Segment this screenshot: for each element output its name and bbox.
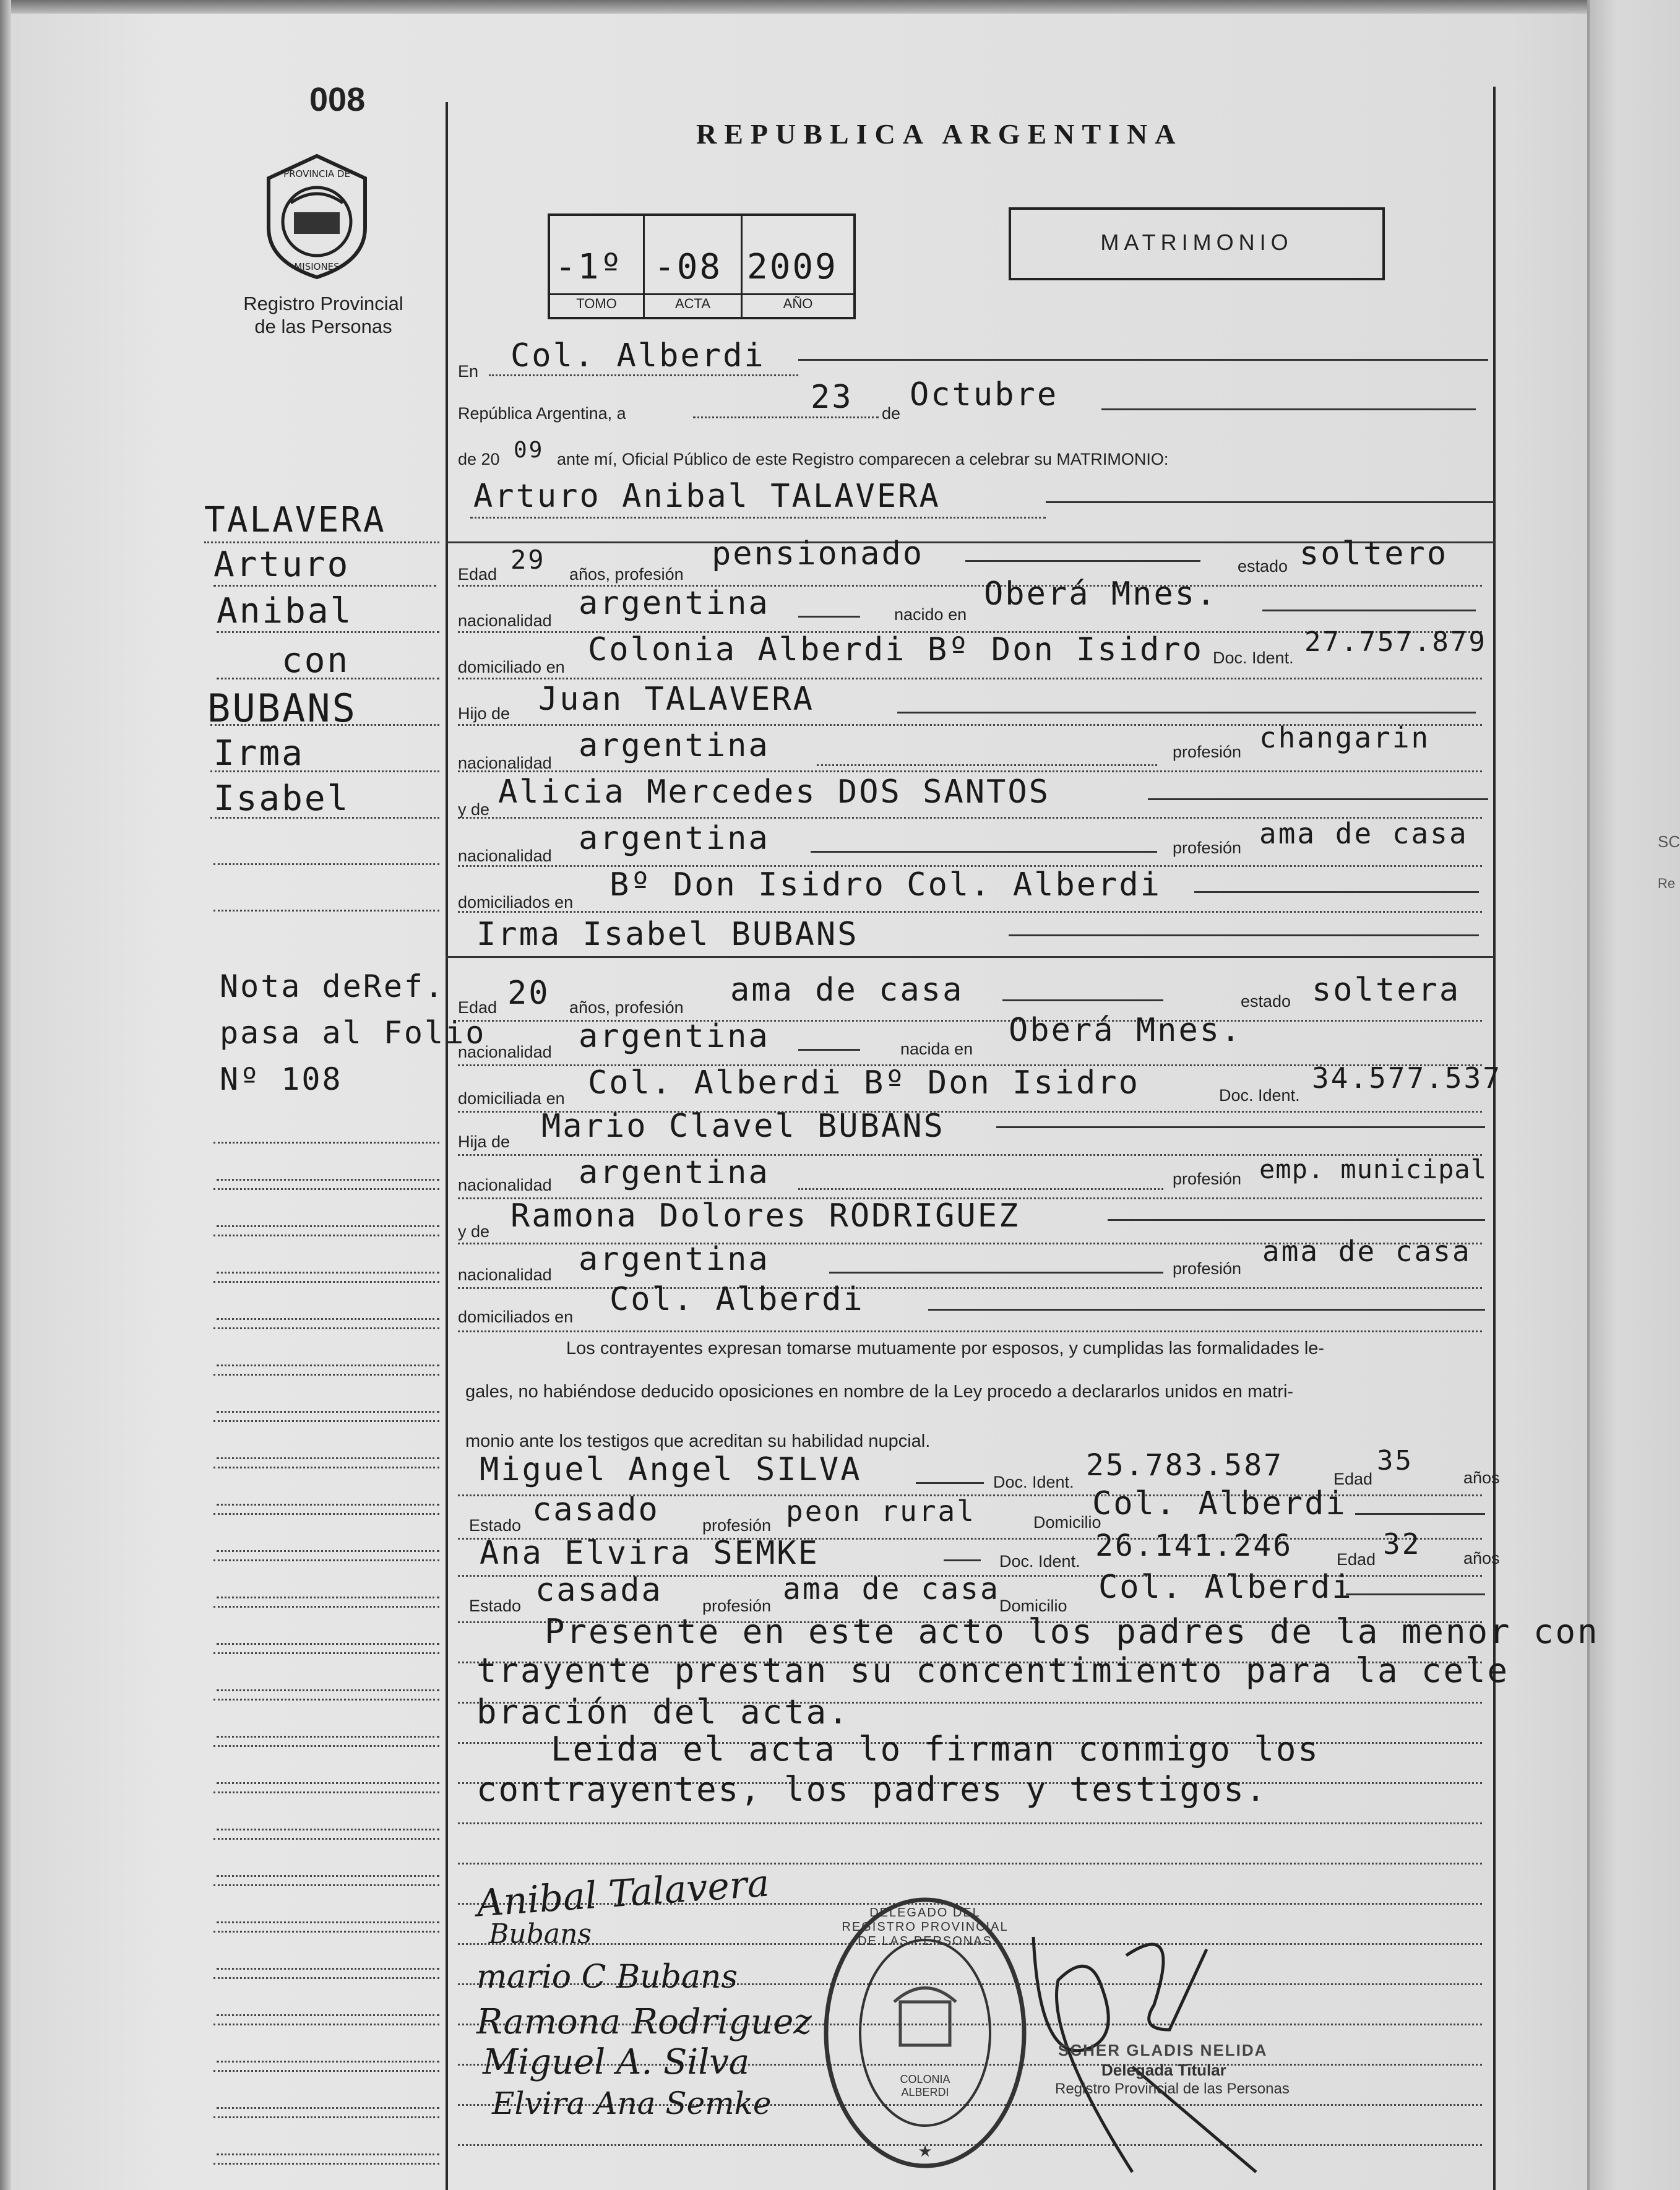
margin-line [213,1745,439,1747]
line [798,1188,1163,1190]
label-nacida-en: nacida en [900,1040,973,1058]
margin-line [217,1921,439,1923]
label-domiciliados-en: domiciliados en [458,1308,574,1326]
label-edad: Edad [458,998,498,1017]
official-title: Delegada Titular [1101,2061,1226,2079]
label-doc-ident: Doc. Ident. [993,1473,1074,1491]
signature: Anibal Talavera [475,1861,771,1926]
label-y-de: y de [458,1222,490,1241]
margin-line [217,1457,439,1459]
signature: mario C Bubans [476,1959,738,1996]
label-hija-de: Hija de [458,1132,510,1151]
label-anos-profesion: años, profesión [569,998,684,1017]
tomo-label: TOMO [576,296,617,311]
bride-age: 20 [507,975,550,1012]
label-nacido-en: nacido en [894,605,967,624]
label-doc-ident: Doc. Ident. [1213,649,1294,667]
ano-value: 2009 [747,247,838,287]
label-doc-ident: Doc. Ident. [1219,1086,1300,1105]
bride-mother: Ramona Dolores RODRIGUEZ [510,1197,1020,1235]
witness2-profession: ama de casa [783,1572,1000,1606]
label-estado: Estado [469,1516,522,1535]
facing-page [1587,0,1680,2190]
label-anos: años [1463,1549,1500,1567]
groom-profession: pensionado [712,535,924,572]
margin-line [217,2061,439,2063]
margin-line [213,2070,439,2072]
margin-line: Anibal [217,591,353,631]
margin-line [213,1374,439,1376]
line [458,1863,1482,1865]
groom-birthplace: Oberá Mnes. [984,576,1218,613]
groom-father: Juan TALAVERA [538,681,814,718]
margin-line [213,1188,439,1190]
label-domiciliada-en: domiciliada en [458,1089,565,1108]
margin-line [217,631,439,633]
margin-line [217,2014,439,2016]
line [916,1482,984,1484]
margin-line [213,1606,439,1608]
page-top-edge [0,0,1678,14]
groom-address: Colonia Alberdi Bº Don Isidro [588,631,1204,668]
line [798,359,1488,361]
label-de: de [882,404,901,423]
margin-line [217,1411,439,1413]
margin-line [217,2153,439,2155]
line [458,678,1482,679]
margin-line [217,678,439,679]
margin-line [213,1513,439,1515]
margin-line [217,1875,439,1877]
margin-line [213,1884,439,1886]
groom-status: soltero [1299,535,1449,572]
margin-line [210,724,439,726]
line [458,1330,1482,1332]
label-domicilio: Domicilio [1033,1513,1101,1532]
margin-line [217,1364,439,1366]
witness1-address: Col. Alberdi [1092,1485,1347,1522]
witness1-name: Miguel Angel SILVA [480,1451,862,1488]
witness1-doc: 25.783.587 [1086,1448,1283,1483]
page-left-edge [0,0,11,2190]
groom-name: Arturo Anibal TALAVERA [473,478,941,515]
margin-line [217,2107,439,2109]
facing-page-fragment: Re [1658,876,1676,891]
line [1108,1219,1485,1221]
label-profesion: profesión [1173,1259,1242,1278]
margin-line [217,1782,439,1784]
margin-line [213,863,439,865]
margin-line: Arturo [213,545,350,585]
note-line: contrayentes, los padres y testigos. [476,1770,1268,1809]
act-month: Octubre [910,376,1059,413]
line [811,851,1157,853]
line [798,616,860,618]
line [458,770,1482,772]
label-edad: Edad [1333,1470,1373,1488]
line [965,560,1200,562]
declaration-line1: Los contrayentes expresan tomarse mutuamente por esposos, y cumplidas las formalidades le- [566,1339,1325,1358]
margin-line [217,1597,439,1598]
bride-status: soltera [1312,972,1461,1009]
margin-line: con [282,640,350,681]
official-round-seal [820,1894,1030,2172]
witness1-age: 35 [1377,1445,1413,1477]
label-de-20: de 20 [458,450,500,468]
bride-father-profession: emp. municipal [1259,1154,1488,1184]
facing-page-fragment: SC [1658,832,1680,851]
signature: Miguel A. Silva [483,2042,750,2082]
label-nacionalidad: nacionalidad [458,611,552,630]
country-title: REPUBLICA ARGENTINA [696,118,1183,150]
margin-line [213,1420,439,1422]
groom-father-nationality: argentina [579,727,770,764]
label-edad: Edad [458,565,498,584]
line [1009,934,1479,936]
margin-line [217,1736,439,1738]
label-hijo-de: Hijo de [458,704,510,723]
signature: Ramona Rodriguez [476,2002,812,2042]
label-y-de: y de [458,800,490,819]
line [1355,1513,1485,1515]
act-type-box [1009,207,1385,280]
line [1101,408,1476,410]
bride-mother-profession: ama de casa [1262,1235,1471,1268]
ano-label: AÑO [783,296,813,311]
bride-nationality: argentina [579,1018,770,1055]
margin-line: BUBANS [207,686,357,731]
label-nacionalidad: nacionalidad [458,1176,552,1194]
margin-line [213,1931,439,1933]
line [470,517,1046,519]
line [1002,999,1163,1001]
note-line: bración del acta. [476,1692,850,1731]
groom-age: 29 [510,545,546,575]
label-nacionalidad: nacionalidad [458,1265,552,1284]
margin-line [213,585,436,587]
act-type: MATRIMONIO [1100,230,1293,255]
provincial-seal-logo [260,153,374,280]
section-divider [446,956,1494,958]
label-profesion: profesión [1173,1170,1242,1188]
form-left-border [446,102,448,2190]
acta-value: -08 [654,247,723,287]
witness1-status: casado [532,1491,660,1528]
act-day: 23 [811,379,853,416]
margin-surname: TALAVERA [204,500,386,540]
margin-line [213,910,439,912]
label-anos-profesion: años, profesión [569,565,684,584]
label-domiciliado-en: domiciliado en [458,658,565,676]
margin-note: Nº 108 [220,1061,343,1097]
declaration-line3: monio ante los testigos que acreditan su habilidad nupcial. [465,1431,931,1451]
line [996,1126,1485,1128]
groom-doc: 27.757.879 [1304,626,1487,658]
margin-line [217,1689,439,1691]
margin-line [217,1272,439,1274]
tomo-value: -1º [555,247,624,287]
witness2-doc: 26.141.246 [1095,1528,1293,1563]
witness2-age: 32 [1383,1527,1421,1561]
groom-parents-address: Bº Don Isidro Col. Alberdi [610,866,1161,903]
line [458,1822,1482,1824]
margin-line [213,1652,439,1654]
bride-parents-address: Col. Alberdi [610,1281,864,1318]
margin-line [213,1699,439,1701]
act-reference-box [548,213,856,319]
margin-line [213,2163,439,2165]
official-office: Registro Provincial de las Personas [1055,2080,1290,2097]
margin-line [213,1791,439,1793]
signature: Bubans [489,1918,592,1950]
margin-line [213,1235,439,1236]
label-en: En [458,362,479,381]
margin-line [213,1327,439,1329]
line [458,911,1482,913]
declaration-line2: gales, no habiéndose deducido oposiciones en nombre de la Ley procedo a declararlos unidos en matri- [465,1382,1294,1402]
margin-line [213,2024,439,2025]
margin-line [217,1179,439,1181]
margin-line [213,2116,439,2118]
line [1148,798,1488,800]
groom-nationality: argentina [579,585,770,622]
margin-line: Isabel [213,778,350,819]
bride-profession: ama de casa [730,972,964,1009]
margin-line [210,817,439,819]
line [798,1049,860,1051]
bride-address: Col. Alberdi Bº Don Isidro [588,1064,1140,1101]
margin-line [217,1968,439,1970]
act-place: Col. Alberdi [510,337,765,374]
label-ante-mi: ante mí, Oficial Público de este Registro comparecen a celebrar su MATRIMONIO: [557,450,1169,468]
line [817,764,1157,766]
margin-line [204,541,439,543]
margin-line [217,1225,439,1227]
line [489,374,798,376]
line [829,1272,1163,1274]
margin-line [213,1467,439,1468]
label-nacionalidad: nacionalidad [458,1043,552,1061]
bride-father-nationality: argentina [579,1154,770,1191]
svg-text:★: ★ [918,2142,933,2160]
groom-mother-nationality: argentina [579,820,770,857]
margin-note: Nota deRef. [220,968,446,1004]
act-year-suffix: 09 [514,438,545,463]
margin-line: Irma [213,733,304,774]
margin-line [217,1829,439,1830]
note-line: trayente prestan su concentimiento para la cele [476,1651,1510,1690]
groom-mother-profession: ama de casa [1259,817,1468,850]
form-right-border [1493,87,1496,2190]
label-profesion: profesión [1173,743,1242,761]
seal-center-text: COLONIA ALBERDI [900,2073,950,2098]
label-profesion: profesión [702,1597,772,1615]
label-nacionalidad: nacionalidad [458,754,552,772]
line [1346,1593,1485,1595]
bride-name: Irma Isabel BUBANS [476,916,859,953]
bride-birthplace: Oberá Mnes. [1009,1012,1243,1049]
note-line: Presente en este acto los padres de la menor con [545,1612,1600,1651]
acta-label: ACTA [674,296,711,311]
witness1-profession: peon rural [786,1494,976,1528]
label-domiciliados-en: domiciliados en [458,893,574,912]
line [928,1309,1485,1311]
signature: Elvira Ana Semke [492,2085,772,2121]
margin-line [217,1504,439,1506]
groom-mother: Alicia Mercedes DOS SANTOS [498,774,1050,811]
groom-father-profession: changarin [1259,721,1431,754]
bride-doc: 34.577.537 [1312,1061,1502,1095]
label-domicilio: Domicilio [999,1597,1067,1615]
margin-line [213,1977,439,1979]
line [693,416,879,418]
line [1194,891,1479,893]
label-nacionalidad: nacionalidad [458,847,552,865]
bride-mother-nationality: argentina [579,1241,770,1278]
margin-line [213,1281,439,1283]
line [944,1559,981,1561]
line [1046,501,1494,503]
label-profesion: profesión [1173,838,1242,857]
line [897,712,1476,713]
label-estado: estado [1238,557,1288,576]
official-name: SCHER GLADIS NELIDA [1058,2041,1268,2059]
label-edad: Edad [1337,1550,1376,1569]
registry-name-line2: de las Personas [254,316,392,337]
label-profesion: profesión [702,1516,772,1535]
svg-text:PROVINCIA DE: PROVINCIA DE [283,168,350,179]
label-estado: estado [1241,992,1291,1011]
witness2-status: casada [535,1572,663,1609]
note-line: Leida el acta lo firman conmigo los [551,1730,1320,1769]
margin-line [210,770,439,772]
margin-line [217,1643,439,1645]
line [1262,610,1476,611]
page-number: 008 [309,81,366,118]
witness2-name: Ana Elvira SEMKE [480,1535,819,1572]
margin-line [213,1142,439,1144]
svg-text:MISIONES: MISIONES [294,261,340,272]
bride-father: Mario Clavel BUBANS [541,1108,945,1145]
witness2-address: Col. Alberdi [1098,1569,1353,1606]
margin-line [213,1838,439,1840]
label-republica: República Argentina, a [458,404,626,423]
label-estado: Estado [469,1597,522,1615]
seal-ring-text: DELEGADO DEL REGISTRO PROVINCIAL DE LAS PERSONAS [842,1906,1009,1948]
label-anos: años [1463,1468,1500,1487]
margin-note: pasa al Folio [220,1015,486,1051]
margin-line [217,1318,439,1320]
registry-name-line1: Registro Provincial [243,293,403,314]
margin-line [217,1550,439,1552]
margin-line [213,1559,439,1561]
label-doc-ident: Doc. Ident. [999,1552,1080,1571]
